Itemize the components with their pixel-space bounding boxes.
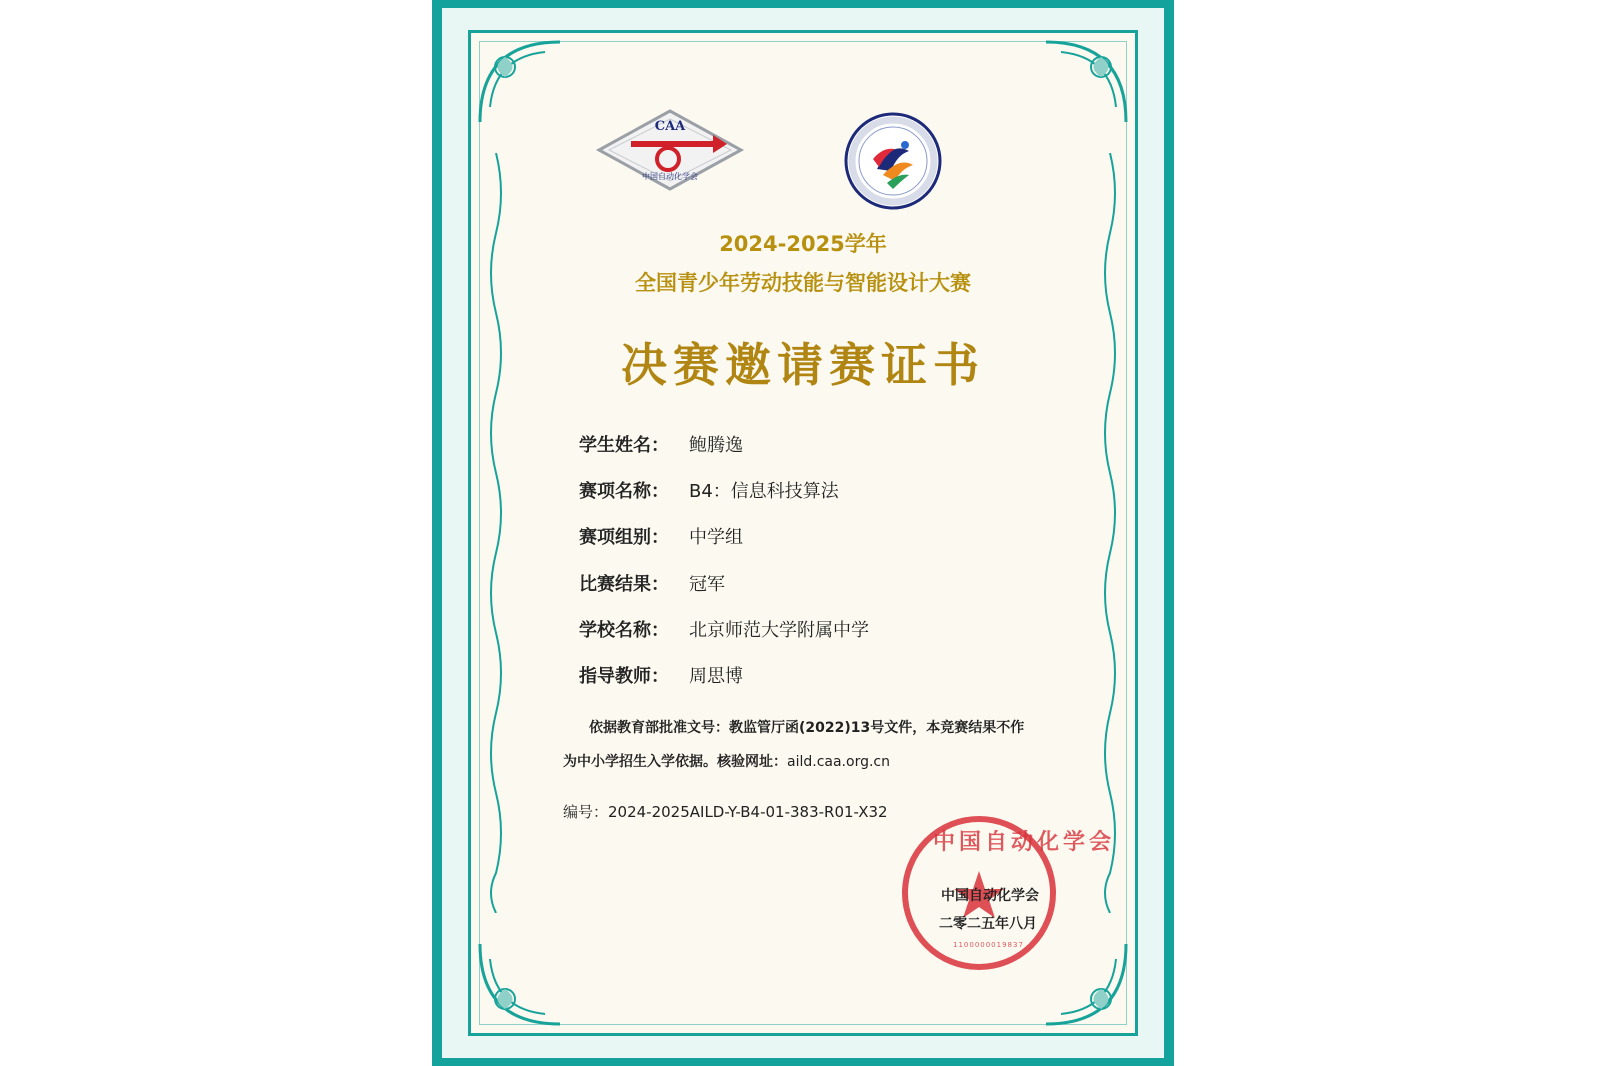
- field-row-instructor: [579, 662, 743, 688]
- caa-logo-subtext: 中国自动化学会: [642, 172, 698, 181]
- field-value: B4：信息科技算法: [689, 481, 839, 502]
- field-label: 赛项名称：: [579, 481, 669, 502]
- corner-ornament-top-right-icon: [1041, 37, 1131, 127]
- caa-logo: [595, 107, 745, 193]
- field-value: 冠军: [689, 574, 725, 595]
- certificate-frame: [432, 0, 1174, 1066]
- corner-ornament-bottom-left-icon: [475, 939, 565, 1029]
- field-row-student-name: [579, 431, 743, 457]
- approval-note-line-1: 依据教育部批准文号：教监管厅函(2022)13号文件，本竞赛结果不作: [589, 720, 1025, 736]
- verification-url: aild.caa.org.cn: [787, 754, 890, 770]
- field-label: 学生姓名：: [579, 435, 669, 456]
- field-value: 周思博: [689, 666, 743, 687]
- field-label: 赛项组别：: [579, 527, 669, 548]
- corner-ornament-top-left-icon: [475, 37, 565, 127]
- certificate-paper: [468, 30, 1138, 1036]
- academic-year-title: 2024-2025学年: [719, 232, 887, 256]
- field-value: 北京师范大学附属中学: [689, 620, 869, 641]
- approval-note-prefix: 为中小学招生入学依据。核验网址：: [563, 754, 787, 770]
- seal-number: 1100000019837: [953, 941, 1024, 949]
- certificate-inner-frame: [442, 8, 1164, 1058]
- field-label: 比赛结果：: [579, 574, 669, 595]
- field-row-result: [579, 570, 725, 596]
- field-label: 指导教师：: [579, 666, 669, 687]
- field-label: 学校名称：: [579, 620, 669, 641]
- seal-text: 中国自动化学会: [933, 830, 1116, 855]
- field-row-event-name: [579, 477, 839, 503]
- field-value: 中学组: [689, 527, 743, 548]
- caa-logo-text: CAA: [654, 119, 686, 134]
- field-row-school-name: [579, 616, 869, 642]
- field-row-event-group: [579, 523, 743, 549]
- issue-date: 二零二五年八月: [939, 916, 1037, 932]
- issuer-name: 中国自动化学会: [941, 888, 1039, 904]
- certificate-title: 决赛邀请赛证书: [621, 338, 985, 392]
- field-value: 鲍腾逸: [689, 435, 743, 456]
- approval-note-line-2: [563, 751, 890, 771]
- competition-emblem-icon: [843, 111, 943, 211]
- certificate-serial-number: 编号：2024-2025AILD-Y-B4-01-383-R01-X32: [563, 803, 888, 821]
- event-title: 全国青少年劳动技能与智能设计大赛: [635, 271, 971, 295]
